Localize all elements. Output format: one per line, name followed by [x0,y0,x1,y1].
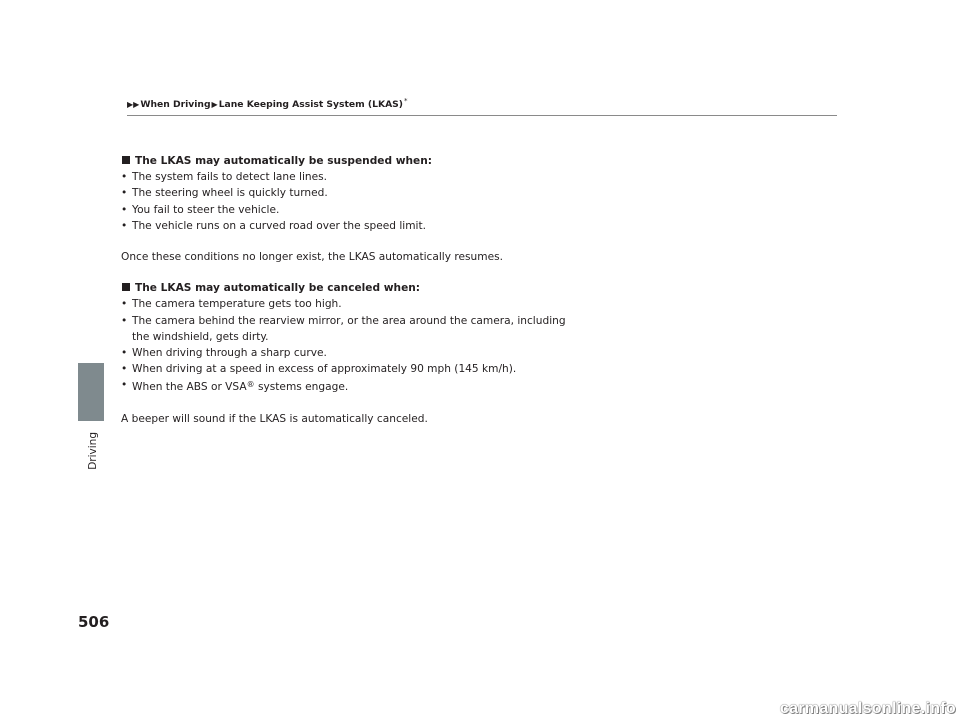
list-item: • The system fails to detect lane lines. [121,169,841,185]
list-item: • The camera temperature gets too high. [121,296,841,312]
list-item-text-end: systems engage. [254,381,349,394]
list-item-continuation: the windshield, gets dirty. [132,330,269,343]
breadcrumb [127,95,408,111]
section-heading-text: The LKAS may automatically be suspended when: [135,155,433,167]
breadcrumb-item-lkas[interactable]: Lane Keeping Assist System (LKAS) [218,99,403,110]
watermark: carmanualsonline.info [779,700,956,717]
section-heading [121,280,841,296]
list-item: • The steering wheel is quickly turned. [121,185,841,201]
suspended-section [121,153,841,265]
list-item [121,313,841,345]
page-number: 506 [78,613,110,631]
bullet-list [121,169,841,234]
square-bullet-icon [122,156,130,164]
arrow-icon: ▶ [211,99,218,109]
section-heading [121,153,841,169]
chapter-tab[interactable] [78,363,104,421]
paragraph: A beeper will sound if the LKAS is automatically canceled. [121,412,428,425]
asterisk-marker: * [404,97,408,105]
chapter-label: Driving [87,432,99,470]
canceled-section [121,280,841,427]
list-item: • You fail to steer the vehicle. [121,202,841,218]
list-item-text: When the ABS or VSA [132,381,247,394]
list-item-line: The camera behind the rearview mirror, or the area around the camera, including [132,314,566,327]
header-rule [127,115,837,116]
double-arrow-icon: ▶▶ [127,99,140,109]
bullet-list [121,296,841,395]
list-item: • The vehicle runs on a curved road over the speed limit. [121,218,841,234]
section-heading-text: The LKAS may automatically be canceled when: [135,282,421,295]
page-content [121,153,841,442]
square-bullet-icon [122,283,130,291]
list-item: • When driving at a speed in excess of approximately 90 mph (145 km/h). [121,361,841,377]
paragraph: Once these conditions no longer exist, the LKAS automatically resumes. [121,251,503,264]
breadcrumb-item-when-driving[interactable]: When Driving [140,99,211,110]
list-item [121,377,841,395]
list-item: • When driving through a sharp curve. [121,345,841,361]
registered-mark: ® [246,380,255,390]
